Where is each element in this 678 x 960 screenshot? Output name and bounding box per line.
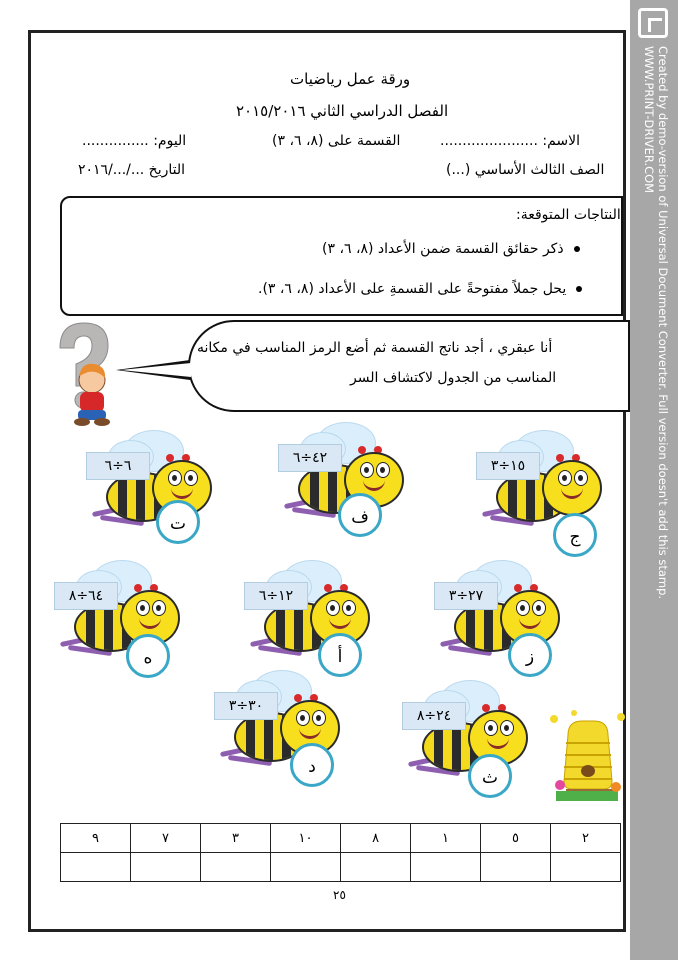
beehive-icon xyxy=(546,705,628,805)
answer-number-cell: ٢ xyxy=(551,824,621,853)
converter-logo-icon xyxy=(638,8,668,38)
grade-text: الصف الثالث الأساسي (...) xyxy=(446,162,605,178)
answer-letter-cell[interactable] xyxy=(200,853,270,882)
answer-blank-row xyxy=(61,853,621,882)
answer-letter-cell[interactable] xyxy=(270,853,340,882)
bee-card xyxy=(386,680,536,800)
speech-bubble xyxy=(188,320,630,412)
answer-number-cell: ٣ xyxy=(200,824,270,853)
answer-number-cell: ٩ xyxy=(61,824,131,853)
stamp-text-line2: WWW.PRINT-DRIVER.COM xyxy=(642,46,656,194)
bee-letter-circle: ت xyxy=(156,500,200,544)
outcome-item-2: يحل جملاً مفتوحةً على القسمةِ على الأعداد (٨، ٦، ٣). xyxy=(258,281,582,297)
bee-letter-circle: ه xyxy=(126,634,170,678)
page-number: ٢٥ xyxy=(333,888,346,902)
answer-number-cell: ٨ xyxy=(341,824,411,853)
answer-letter-cell[interactable] xyxy=(481,853,551,882)
semester-text: الفصل الدراسي الثاني ٢٠١٥/٢٠١٦ xyxy=(236,102,449,120)
answer-number-cell: ٥ xyxy=(481,824,551,853)
date-field: التاريخ .../.../٢٠١٦ xyxy=(78,162,186,178)
bee-letter-circle: ج xyxy=(553,513,597,557)
answer-letter-cell[interactable] xyxy=(61,853,131,882)
bee-problem: ٢٤÷٨ xyxy=(402,702,466,730)
bee-problem: ٦٤÷٨ xyxy=(54,582,118,610)
bee-problem: ١٥÷٣ xyxy=(476,452,540,480)
outcomes-heading: النتاجات المتوقعة: xyxy=(516,207,621,223)
speech-line-1: أنا عبقري ، أجد ناتج القسمة ثم أضع الرمز المناسب في مكانه xyxy=(197,340,553,356)
answer-letter-cell[interactable] xyxy=(411,853,481,882)
outcome-item-1: ذكر حقائق القسمة ضمن الأعداد (٨، ٦، ٣) xyxy=(322,241,580,257)
name-field: الاسم: ...................... xyxy=(440,133,580,149)
topic-text: القسمة على (٨، ٦، ٣) xyxy=(272,133,401,149)
bee-letter-circle: ف xyxy=(338,493,382,537)
bee-problem: ٦÷٦ xyxy=(86,452,150,480)
bee-problem: ٣٠÷٣ xyxy=(214,692,278,720)
answer-letter-cell[interactable] xyxy=(551,853,621,882)
answer-number-cell: ١٠ xyxy=(270,824,340,853)
bee-problem: ٤٢÷٦ xyxy=(278,444,342,472)
bee-letter-circle: د xyxy=(290,743,334,787)
answer-letter-cell[interactable] xyxy=(131,853,201,882)
worksheet-title: ورقة عمل رياضيات xyxy=(290,70,411,88)
answer-table xyxy=(60,823,621,882)
bee-head xyxy=(542,460,602,516)
bee-letter-circle: ث xyxy=(468,754,512,798)
answer-letter-cell[interactable] xyxy=(341,853,411,882)
answer-numbers-row xyxy=(61,824,621,853)
bee-card xyxy=(262,422,412,542)
stamp-text-line1: Created by demo-version of Universal Document Converter. Full version doesn't add this stamp. xyxy=(656,46,670,600)
day-field: اليوم: ............... xyxy=(82,133,187,149)
answer-number-cell: ٧ xyxy=(131,824,201,853)
speech-line-2: المناسب من الجدول لاكتشاف السر xyxy=(350,370,557,386)
bee-letter-circle: ز xyxy=(508,633,552,677)
bee-problem: ٢٧÷٣ xyxy=(434,582,498,610)
answer-number-cell: ١ xyxy=(411,824,481,853)
bee-problem: ١٢÷٦ xyxy=(244,582,308,610)
bee-letter-circle: أ xyxy=(318,633,362,677)
converter-stamp xyxy=(630,0,678,960)
thinking-boy-icon xyxy=(42,318,122,428)
